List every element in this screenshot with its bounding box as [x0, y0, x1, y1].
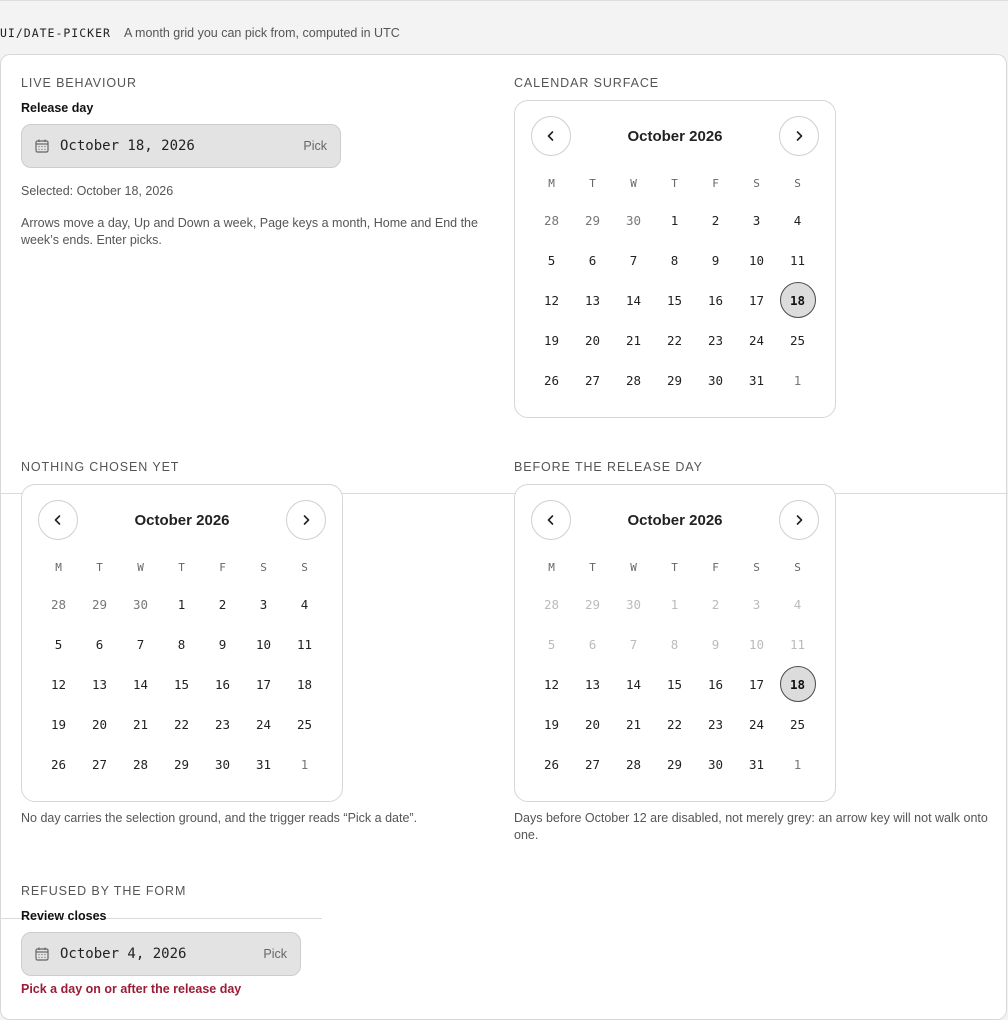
day-cell-outside[interactable]: 29 — [91, 596, 108, 612]
day-cell[interactable]: 29 — [666, 372, 683, 388]
day-cell[interactable]: 15 — [666, 292, 683, 308]
chevron-right-icon — [300, 514, 312, 526]
day-cell[interactable]: 22 — [666, 716, 683, 732]
day-cell[interactable]: 10 — [255, 636, 272, 652]
day-cell[interactable]: 27 — [584, 756, 601, 772]
calendar-empty — [21, 484, 343, 802]
day-cell[interactable]: 1 — [177, 596, 186, 612]
weekday-header: F — [712, 561, 719, 574]
day-cell-selected[interactable]: 18 — [777, 664, 818, 704]
next-month-button[interactable] — [779, 500, 819, 540]
weekday-header: T — [178, 561, 185, 574]
calendar-surface — [514, 100, 836, 418]
day-cell[interactable]: 6 — [588, 252, 597, 268]
day-cell-disabled: 9 — [711, 636, 720, 652]
weekday-header: T — [589, 177, 596, 190]
chevron-left-icon — [545, 514, 557, 526]
day-cell[interactable]: 18 — [296, 676, 313, 692]
day-cell[interactable]: 1 — [670, 212, 679, 228]
day-cell[interactable]: 20 — [91, 716, 108, 732]
day-cell[interactable]: 12 — [543, 676, 560, 692]
review-closes-trigger[interactable] — [21, 932, 301, 976]
section-title-before: BEFORE THE RELEASE DAY — [514, 460, 703, 474]
day-cell-disabled: 30 — [625, 596, 642, 612]
day-cell[interactable]: 24 — [255, 716, 272, 732]
weekday-header: M — [548, 561, 555, 574]
day-cell[interactable]: 23 — [707, 332, 724, 348]
day-cell[interactable]: 19 — [543, 716, 560, 732]
day-cell[interactable]: 22 — [666, 332, 683, 348]
component-code: UI/DATE-PICKER — [0, 26, 111, 40]
weekday-header: F — [219, 561, 226, 574]
day-cell[interactable]: 9 — [218, 636, 227, 652]
weekday-header: W — [630, 177, 637, 190]
day-cell[interactable]: 29 — [666, 756, 683, 772]
pick-label: Pick — [303, 139, 327, 153]
demo-panel — [0, 54, 1007, 1020]
day-cell[interactable]: 30 — [214, 756, 231, 772]
day-cell[interactable]: 28 — [625, 756, 642, 772]
weekday-header: W — [137, 561, 144, 574]
chevron-left-icon — [52, 514, 64, 526]
day-cell[interactable]: 21 — [625, 716, 642, 732]
day-cell-disabled: 3 — [752, 596, 761, 612]
weekday-header: F — [712, 177, 719, 190]
day-cell[interactable]: 20 — [584, 716, 601, 732]
day-cell[interactable]: 27 — [91, 756, 108, 772]
day-cell-disabled: 8 — [670, 636, 679, 652]
weekday-header: S — [260, 561, 267, 574]
day-cell[interactable]: 3 — [259, 596, 268, 612]
day-cell[interactable]: 23 — [707, 716, 724, 732]
weekday-header: T — [671, 561, 678, 574]
day-cell[interactable]: 30 — [707, 372, 724, 388]
day-cell[interactable]: 4 — [793, 212, 802, 228]
day-cell[interactable]: 15 — [666, 676, 683, 692]
day-cell[interactable]: 14 — [132, 676, 149, 692]
day-cell-disabled: 11 — [789, 636, 806, 652]
day-cell-disabled: 1 — [670, 596, 679, 612]
day-cell[interactable]: 25 — [296, 716, 313, 732]
day-cell[interactable]: 31 — [748, 756, 765, 772]
day-cell[interactable]: 7 — [629, 252, 638, 268]
day-cell[interactable]: 31 — [748, 372, 765, 388]
calendar-icon — [35, 139, 49, 153]
month-title: October 2026 — [627, 512, 723, 529]
review-closes-label: Review closes — [21, 909, 107, 923]
disabled-days-note: Days before October 12 are disabled, not merely grey: an arrow key will not walk onto one. — [514, 811, 988, 842]
day-cell[interactable]: 29 — [173, 756, 190, 772]
day-cell-outside[interactable]: 1 — [793, 756, 802, 772]
day-cell[interactable]: 24 — [748, 332, 765, 348]
day-cell-disabled: 10 — [748, 636, 765, 652]
day-cell[interactable]: 14 — [625, 676, 642, 692]
chevron-right-icon — [793, 130, 805, 142]
day-cell[interactable]: 2 — [711, 212, 720, 228]
day-cell[interactable]: 22 — [173, 716, 190, 732]
section-title-nothing: NOTHING CHOSEN YET — [21, 460, 180, 474]
page-header — [0, 25, 400, 41]
weekday-header: M — [548, 177, 555, 190]
day-cell[interactable]: 26 — [543, 756, 560, 772]
keyboard-help: Arrows move a day, Up and Down a week, Page keys a month, Home and End the week’s ends. Enter picks. — [21, 216, 478, 247]
prev-month-button[interactable] — [531, 116, 571, 156]
day-cell[interactable]: 9 — [711, 252, 720, 268]
day-cell[interactable]: 28 — [132, 756, 149, 772]
validation-error: Pick a day on or after the release day — [21, 982, 242, 996]
day-cell[interactable]: 19 — [50, 716, 67, 732]
day-grid — [531, 175, 821, 400]
day-cell-disabled: 28 — [543, 596, 560, 612]
day-cell[interactable]: 5 — [54, 636, 63, 652]
day-cell[interactable]: 8 — [177, 636, 186, 652]
day-cell-outside[interactable]: 1 — [300, 756, 309, 772]
day-cell[interactable]: 17 — [748, 676, 765, 692]
section-title-surface: CALENDAR SURFACE — [514, 76, 659, 90]
trigger-value: October 4, 2026 — [60, 946, 187, 962]
day-cell[interactable]: 13 — [584, 676, 601, 692]
chevron-right-icon — [793, 514, 805, 526]
day-cell-outside[interactable]: 28 — [50, 596, 67, 612]
weekday-header: S — [794, 177, 801, 190]
day-cell[interactable]: 23 — [214, 716, 231, 732]
day-cell[interactable]: 8 — [670, 252, 679, 268]
weekday-header: T — [671, 177, 678, 190]
day-cell[interactable]: 17 — [748, 292, 765, 308]
day-cell[interactable]: 13 — [584, 292, 601, 308]
weekday-header: M — [55, 561, 62, 574]
weekday-header: T — [589, 561, 596, 574]
day-grid — [38, 559, 328, 784]
next-month-button[interactable] — [779, 116, 819, 156]
day-cell[interactable]: 21 — [132, 716, 149, 732]
day-cell[interactable]: 5 — [547, 252, 556, 268]
day-cell[interactable]: 24 — [748, 716, 765, 732]
day-cell[interactable]: 16 — [707, 292, 724, 308]
day-cell[interactable]: 16 — [214, 676, 231, 692]
day-cell[interactable]: 15 — [173, 676, 190, 692]
day-cell[interactable]: 21 — [625, 332, 642, 348]
day-cell[interactable]: 27 — [584, 372, 601, 388]
section-title-live: LIVE BEHAVIOUR — [21, 76, 137, 90]
day-cell[interactable]: 25 — [789, 716, 806, 732]
day-cell[interactable]: 26 — [50, 756, 67, 772]
day-cell-outside[interactable]: 1 — [793, 372, 802, 388]
component-description: A month grid you can pick from, computed in UTC — [123, 26, 400, 40]
day-cell-disabled: 5 — [547, 636, 556, 652]
day-cell[interactable]: 28 — [625, 372, 642, 388]
next-month-button[interactable] — [286, 500, 326, 540]
day-cell[interactable]: 20 — [584, 332, 601, 348]
day-cell[interactable]: 12 — [543, 292, 560, 308]
weekday-header: S — [753, 177, 760, 190]
day-cell[interactable]: 25 — [789, 332, 806, 348]
day-cell[interactable]: 26 — [543, 372, 560, 388]
day-cell[interactable]: 2 — [218, 596, 227, 612]
calendar-icon — [35, 947, 49, 961]
day-cell[interactable]: 4 — [300, 596, 309, 612]
day-cell-outside[interactable]: 28 — [543, 212, 560, 228]
weekday-header: S — [301, 561, 308, 574]
day-cell[interactable]: 31 — [255, 756, 272, 772]
weekday-header: S — [753, 561, 760, 574]
day-cell[interactable]: 14 — [625, 292, 642, 308]
day-cell-outside[interactable]: 29 — [584, 212, 601, 228]
day-cell[interactable]: 16 — [707, 676, 724, 692]
day-cell[interactable]: 6 — [95, 636, 104, 652]
day-cell[interactable]: 11 — [789, 252, 806, 268]
weekday-header: W — [630, 561, 637, 574]
empty-state-note: No day carries the selection ground, and the trigger reads “Pick a date”. — [21, 811, 418, 825]
day-cell[interactable]: 17 — [255, 676, 272, 692]
prev-month-button[interactable] — [38, 500, 78, 540]
month-title: October 2026 — [134, 512, 230, 529]
day-cell[interactable]: 11 — [296, 636, 313, 652]
weekday-header: S — [794, 561, 801, 574]
day-cell-disabled: 29 — [584, 596, 601, 612]
section-title-refused: REFUSED BY THE FORM — [21, 884, 187, 898]
day-cell-disabled: 6 — [588, 636, 597, 652]
prev-month-button[interactable] — [531, 500, 571, 540]
day-cell[interactable]: 19 — [543, 332, 560, 348]
release-day-trigger[interactable] — [21, 124, 341, 168]
day-cell[interactable]: 13 — [91, 676, 108, 692]
day-cell-selected[interactable]: 18 — [777, 280, 818, 320]
day-cell-disabled: 4 — [793, 596, 802, 612]
day-grid — [531, 559, 821, 784]
day-cell-disabled: 7 — [629, 636, 638, 652]
day-cell-outside[interactable]: 30 — [132, 596, 149, 612]
release-day-label: Release day — [21, 101, 94, 115]
day-cell[interactable]: 10 — [748, 252, 765, 268]
day-cell[interactable]: 12 — [50, 676, 67, 692]
day-cell[interactable]: 7 — [136, 636, 145, 652]
day-cell[interactable]: 30 — [707, 756, 724, 772]
selected-readout: Selected: October 18, 2026 — [21, 184, 174, 198]
top-border — [0, 0, 1008, 1]
day-cell-disabled: 2 — [711, 596, 720, 612]
trigger-value: October 18, 2026 — [60, 138, 195, 154]
day-cell[interactable]: 3 — [752, 212, 761, 228]
chevron-left-icon — [545, 130, 557, 142]
pick-label: Pick — [263, 947, 287, 961]
month-title: October 2026 — [627, 128, 723, 145]
weekday-header: T — [96, 561, 103, 574]
day-cell-outside[interactable]: 30 — [625, 212, 642, 228]
calendar-min-date — [514, 484, 836, 802]
